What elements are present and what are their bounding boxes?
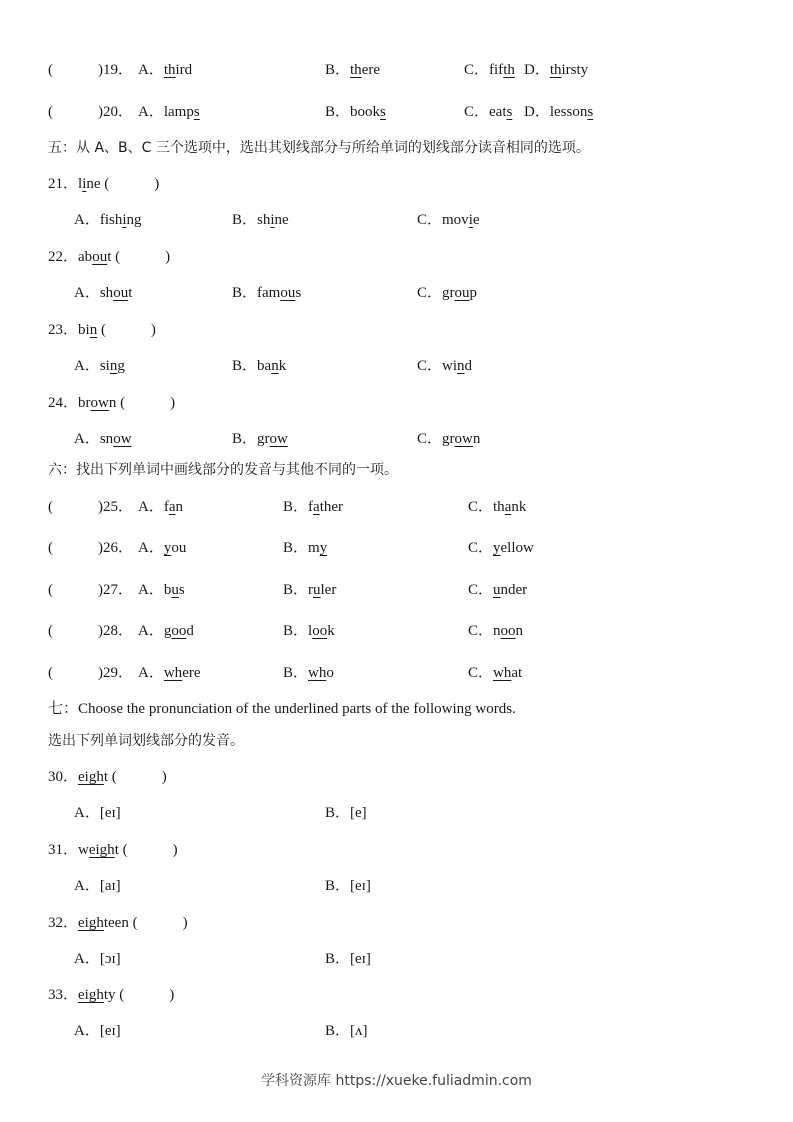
option-a: A．sing [74, 358, 125, 374]
option-b: B．grow [232, 431, 288, 447]
option-a: A．[ɔɪ] [74, 951, 121, 967]
section-5-heading: 五：从 A、B、C 三个选项中，选出其划线部分与所给单词的划线部分读音相同的选项。 [48, 140, 590, 156]
option-a: A．lamps [138, 104, 200, 120]
option-a: A．fan [138, 499, 184, 515]
option-c: C．group [417, 285, 478, 301]
option-a: A．third [138, 62, 193, 78]
option-b: B．shine [232, 212, 289, 228]
option-b: B．look [283, 623, 335, 639]
question-29 [48, 663, 133, 683]
option-b: B．who [283, 665, 334, 681]
answer-paren: ( )20． [48, 104, 133, 120]
option-b: B．bank [232, 358, 287, 374]
option-b: B．father [283, 499, 344, 515]
answer-paren: ( )19． [48, 62, 133, 78]
question-19 [48, 60, 133, 80]
option-d: D．thirsty [524, 62, 589, 78]
question-28 [48, 621, 133, 641]
answer-paren: ( )26． [48, 540, 133, 556]
option-b: B．[eɪ] [325, 878, 371, 894]
question-33: 33．eighty ( ) [48, 987, 175, 1003]
option-a: A．you [138, 540, 187, 556]
option-c: C．what [468, 665, 523, 681]
section-7-heading: 七：Choose the pronunciation of the underlined parts of the following words. [48, 701, 516, 717]
option-b: B．there [325, 62, 380, 78]
option-a: A．[eɪ] [74, 1023, 121, 1039]
option-b: B．[eɪ] [325, 951, 371, 967]
option-b: B．ruler [283, 582, 337, 598]
option-a: A．where [138, 665, 201, 681]
option-a: A．fishing [74, 212, 142, 228]
option-c: C．movie [417, 212, 480, 228]
option-c: C．noon [468, 623, 524, 639]
option-a: A．[eɪ] [74, 805, 121, 821]
option-b: B．famous [232, 285, 302, 301]
option-c: C．eats [464, 104, 513, 120]
question-22: 22．about ( ) [48, 249, 171, 265]
footer-watermark: 学科资源库 https://xueke.fuliadmin.com [261, 1073, 532, 1089]
option-a: A．snow [74, 431, 132, 447]
option-a: A．good [138, 623, 194, 639]
question-20 [48, 102, 133, 122]
option-b: B．[ʌ] [325, 1023, 368, 1039]
option-a: A．[aɪ] [74, 878, 121, 894]
question-23: 23．bin ( ) [48, 322, 156, 338]
option-c: C．wind [417, 358, 473, 374]
question-26 [48, 538, 133, 558]
option-c: C．thank [468, 499, 527, 515]
option-b: B．my [283, 540, 328, 556]
question-31: 31．weight ( ) [48, 842, 178, 858]
section-6-heading: 六：找出下列单词中画线部分的发音与其他不同的一项。 [48, 462, 398, 478]
option-c: C．fifth [464, 62, 515, 78]
option-b: B．[e] [325, 805, 367, 821]
option-c: C．under [468, 582, 528, 598]
option-c: C．grown [417, 431, 481, 447]
answer-paren: ( )28． [48, 623, 133, 639]
option-a: A．shout [74, 285, 133, 301]
section-7-subheading: 选出下列单词划线部分的发音。 [48, 733, 244, 749]
answer-paren: ( )27． [48, 582, 133, 598]
option-a: A．bus [138, 582, 185, 598]
option-c: C．yellow [468, 540, 534, 556]
answer-paren: ( )25． [48, 499, 133, 515]
option-d: D．lessons [524, 104, 594, 120]
question-27 [48, 580, 133, 600]
answer-paren: ( )29． [48, 665, 133, 681]
option-b: B．books [325, 104, 386, 120]
question-25 [48, 497, 133, 517]
question-21: 21．line ( ) [48, 176, 160, 192]
question-24: 24．brown ( ) [48, 395, 176, 411]
question-30: 30．eight ( ) [48, 769, 167, 785]
question-32: 32．eighteen ( ) [48, 915, 188, 931]
